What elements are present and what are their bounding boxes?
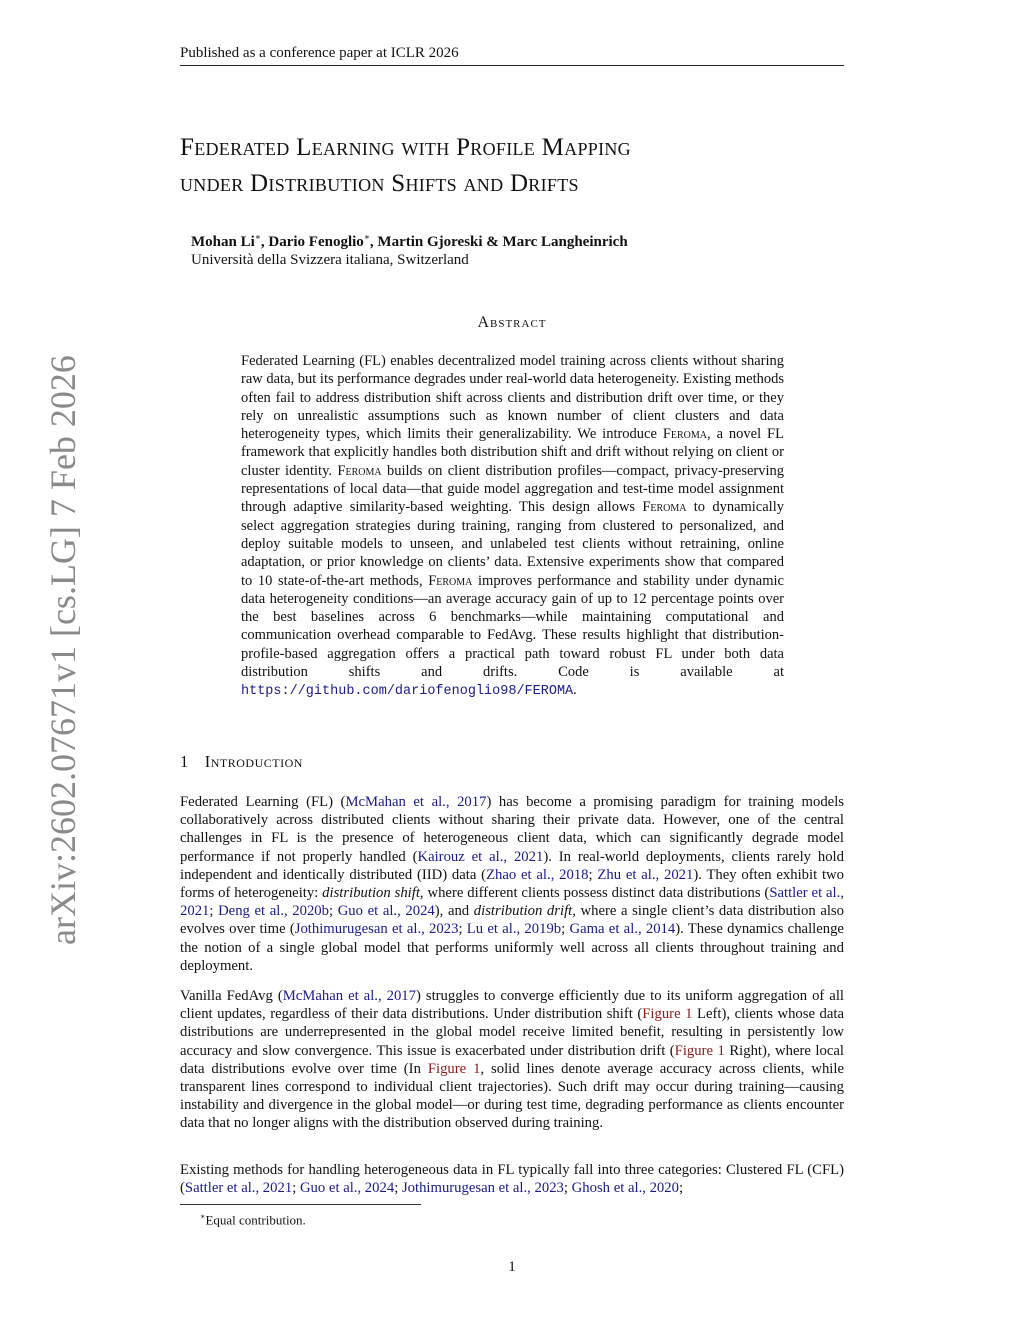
- body-text: ), and: [434, 903, 474, 920]
- emphasis: distribution shift: [322, 885, 420, 902]
- body-text: ). They often exhibit two forms of heterogeneity:: [180, 866, 844, 902]
- citation-link[interactable]: Sattler et al., 2021: [184, 1180, 293, 1197]
- body-text: Existing methods for handling heterogeneous data in FL typically fall into three categories: Clustered FL (CFL) (: [180, 1162, 844, 1197]
- section-number: 1: [180, 752, 189, 771]
- method-name: Feroma: [428, 572, 473, 589]
- body-text: ;: [561, 921, 570, 938]
- page-number: 1: [508, 1259, 516, 1275]
- title-line-1: Federated Learning with Profile Mapping: [180, 134, 631, 161]
- body-text: , where different clients possess distinct data distributions (: [419, 885, 770, 902]
- footnote: [200, 1209, 306, 1228]
- body-text: ) has become a promising paradigm for training models collaboratively across distributed clients without sharing their private data. However, one of the central challenges in FL is the presence of heterogeneous client data, which can significantly degrade model performance if not properly handled (: [180, 794, 844, 865]
- method-name: Feroma: [662, 426, 708, 443]
- abstract-text: Federated Learning (FL) enables decentralized model training across clients without sharing raw data, but its performance degrades under real-world data heterogeneity. Existing methods often fail to address distribution shift across clients and distribution drift over time, or they rely on unrealistic assumptions such as known number of client clusters and data heterogeneity types, which limits their generalizability. We introduce: [241, 353, 785, 443]
- body-text: ;: [588, 866, 598, 883]
- footnote-text: Equal contribution.: [205, 1212, 306, 1228]
- code-url-link[interactable]: https://github.com/dariofenoglio98/FEROMA: [241, 684, 574, 700]
- abstract-text: , a novel FL framework that explicitly handles both distribution shift and drift without relying on client or cluster identity.: [241, 426, 784, 479]
- author-name: Mohan Li: [191, 234, 255, 250]
- section-title: Introduction: [204, 752, 303, 771]
- body-text: Right), where local data distributions evolve over time (In: [180, 1042, 844, 1077]
- body-text: , where a single client’s data distribution also evolves over time (: [180, 903, 844, 938]
- body-text: Federated Learning (FL) (: [180, 794, 346, 810]
- abstract-text: to dynamically select aggregation strategies during training, ranging from clustered to personalized, and deploy suitable models to unseen, and unlabeled test clients without retraining, online adaptation, or prior knowledge on clients’ data. Extensive experiments show that compared to 10 state-of-the-art methods,: [241, 499, 784, 589]
- body-text: ;: [394, 1180, 402, 1197]
- body-text: ) struggles to converge efficiently due to its uniform aggregation of all client updates, regardless of their data distributions. Under distribution shift (: [180, 988, 844, 1023]
- citation-link[interactable]: Gama et al., 2014: [569, 921, 676, 938]
- figure-ref-link[interactable]: Figure 1: [674, 1042, 725, 1059]
- citation-link[interactable]: McMahan et al., 2017: [282, 988, 416, 1004]
- intro-paragraph-2: [180, 987, 844, 1133]
- figure-ref-link[interactable]: Figure 1: [427, 1060, 481, 1077]
- citation-link[interactable]: Jothimurugesan et al., 2023: [401, 1180, 564, 1197]
- abstract-text: improves performance and stability under dynamic data heterogeneity conditions—an average accuracy gain of up to 12 percentage points over the best baselines across 6 benchmarks—while maintaining computational and communication overhead comparable to FedAvg. These results highlight that distribution-profile-based aggregation offers a practical path toward robust FL under both data distribution shifts and drifts. Code is available at: [241, 572, 784, 681]
- running-head: Published as a conference paper at ICLR 2026: [180, 44, 844, 66]
- citation-link[interactable]: Deng et al., 2020b: [218, 903, 329, 920]
- abstract-heading: Abstract: [477, 314, 547, 331]
- author-names: Mohan Li∗, Dario Fenoglio∗, Martin Gjoreski & Marc Langheinrich: [191, 232, 628, 250]
- body-text: ;: [209, 903, 219, 920]
- intro-paragraph-3: [180, 1161, 844, 1197]
- paper-title: [180, 130, 860, 202]
- citation-link[interactable]: Guo et al., 2024: [299, 1180, 395, 1197]
- author-name: Martin Gjoreski & Marc Langheinrich: [377, 234, 628, 250]
- citation-link[interactable]: Jothimurugesan et al., 2023: [294, 921, 459, 938]
- body-text: Left), clients whose data distributions are underrepresented in the global model receive limited benefit, resulting in persistently low accuracy and slow convergence. This issue is exacerbated under distribution drift (: [180, 1006, 844, 1059]
- citation-link[interactable]: Zhu et al., 2021: [597, 866, 694, 883]
- author-block: [191, 228, 831, 269]
- abstract-text: builds on client distribution profiles—compact, privacy-preserving representations of local data—that guide model aggregation and test-time model assignment through adaptive similarity-based weighting. This design allows: [241, 462, 785, 516]
- section-heading: [180, 752, 303, 772]
- body-text: ). These dynamics challenge the notion of a single global model that performs uniformly well across all clients throughout training and deployment.: [180, 921, 844, 974]
- equal-contribution-mark: ∗: [363, 232, 370, 242]
- citation-link[interactable]: Guo et al., 2024: [337, 903, 435, 920]
- abstract-text: .: [573, 682, 577, 699]
- body-text: ;: [292, 1180, 300, 1197]
- footnote-mark: ∗: [200, 1212, 206, 1221]
- affiliation: Università della Svizzera italiana, Switzerland: [191, 252, 469, 268]
- citation-link[interactable]: Zhao et al., 2018: [486, 866, 589, 883]
- body-text: , solid lines denote average accuracy across clients, while transparent lines correspond to individual client trajectories). Such drift may occur during training—causing instability and divergence in the global model—or during test time, degrading performance as clients encounter data that no longer aligns with the distribution observed during training.: [180, 1060, 844, 1132]
- body-text: Vanilla FedAvg (: [180, 988, 283, 1004]
- citation-link[interactable]: Sattler et al., 2021: [180, 885, 844, 920]
- footnote-rule: [180, 1204, 421, 1205]
- equal-contribution-mark: ∗: [254, 232, 261, 242]
- citation-link[interactable]: Ghosh et al., 2020: [571, 1180, 679, 1197]
- body-text: ;: [563, 1180, 572, 1197]
- arxiv-stamp: arXiv:2602.07671v1 [cs.LG] 7 Feb 2026: [43, 355, 83, 945]
- author-name: Dario Fenoglio: [268, 234, 364, 250]
- citation-link[interactable]: McMahan et al., 2017: [345, 794, 487, 810]
- figure-ref-link[interactable]: Figure 1: [642, 1006, 693, 1023]
- title-line-2: under Distribution Shifts and Drifts: [180, 170, 579, 197]
- method-name: Feroma: [337, 462, 382, 479]
- body-text: ;: [678, 1180, 684, 1197]
- body-text: ;: [329, 903, 338, 920]
- body-text: ;: [458, 921, 467, 938]
- abstract-body: [241, 352, 784, 702]
- citation-link[interactable]: Lu et al., 2019b: [466, 921, 562, 938]
- body-text: ). In real-world deployments, clients rarely hold independent and identically distributed (IID) data (: [180, 848, 844, 883]
- emphasis: distribution drift: [473, 903, 573, 920]
- intro-paragraph-1: [180, 793, 844, 975]
- citation-link[interactable]: Kairouz et al., 2021: [417, 848, 544, 865]
- method-name: Feroma: [642, 499, 687, 516]
